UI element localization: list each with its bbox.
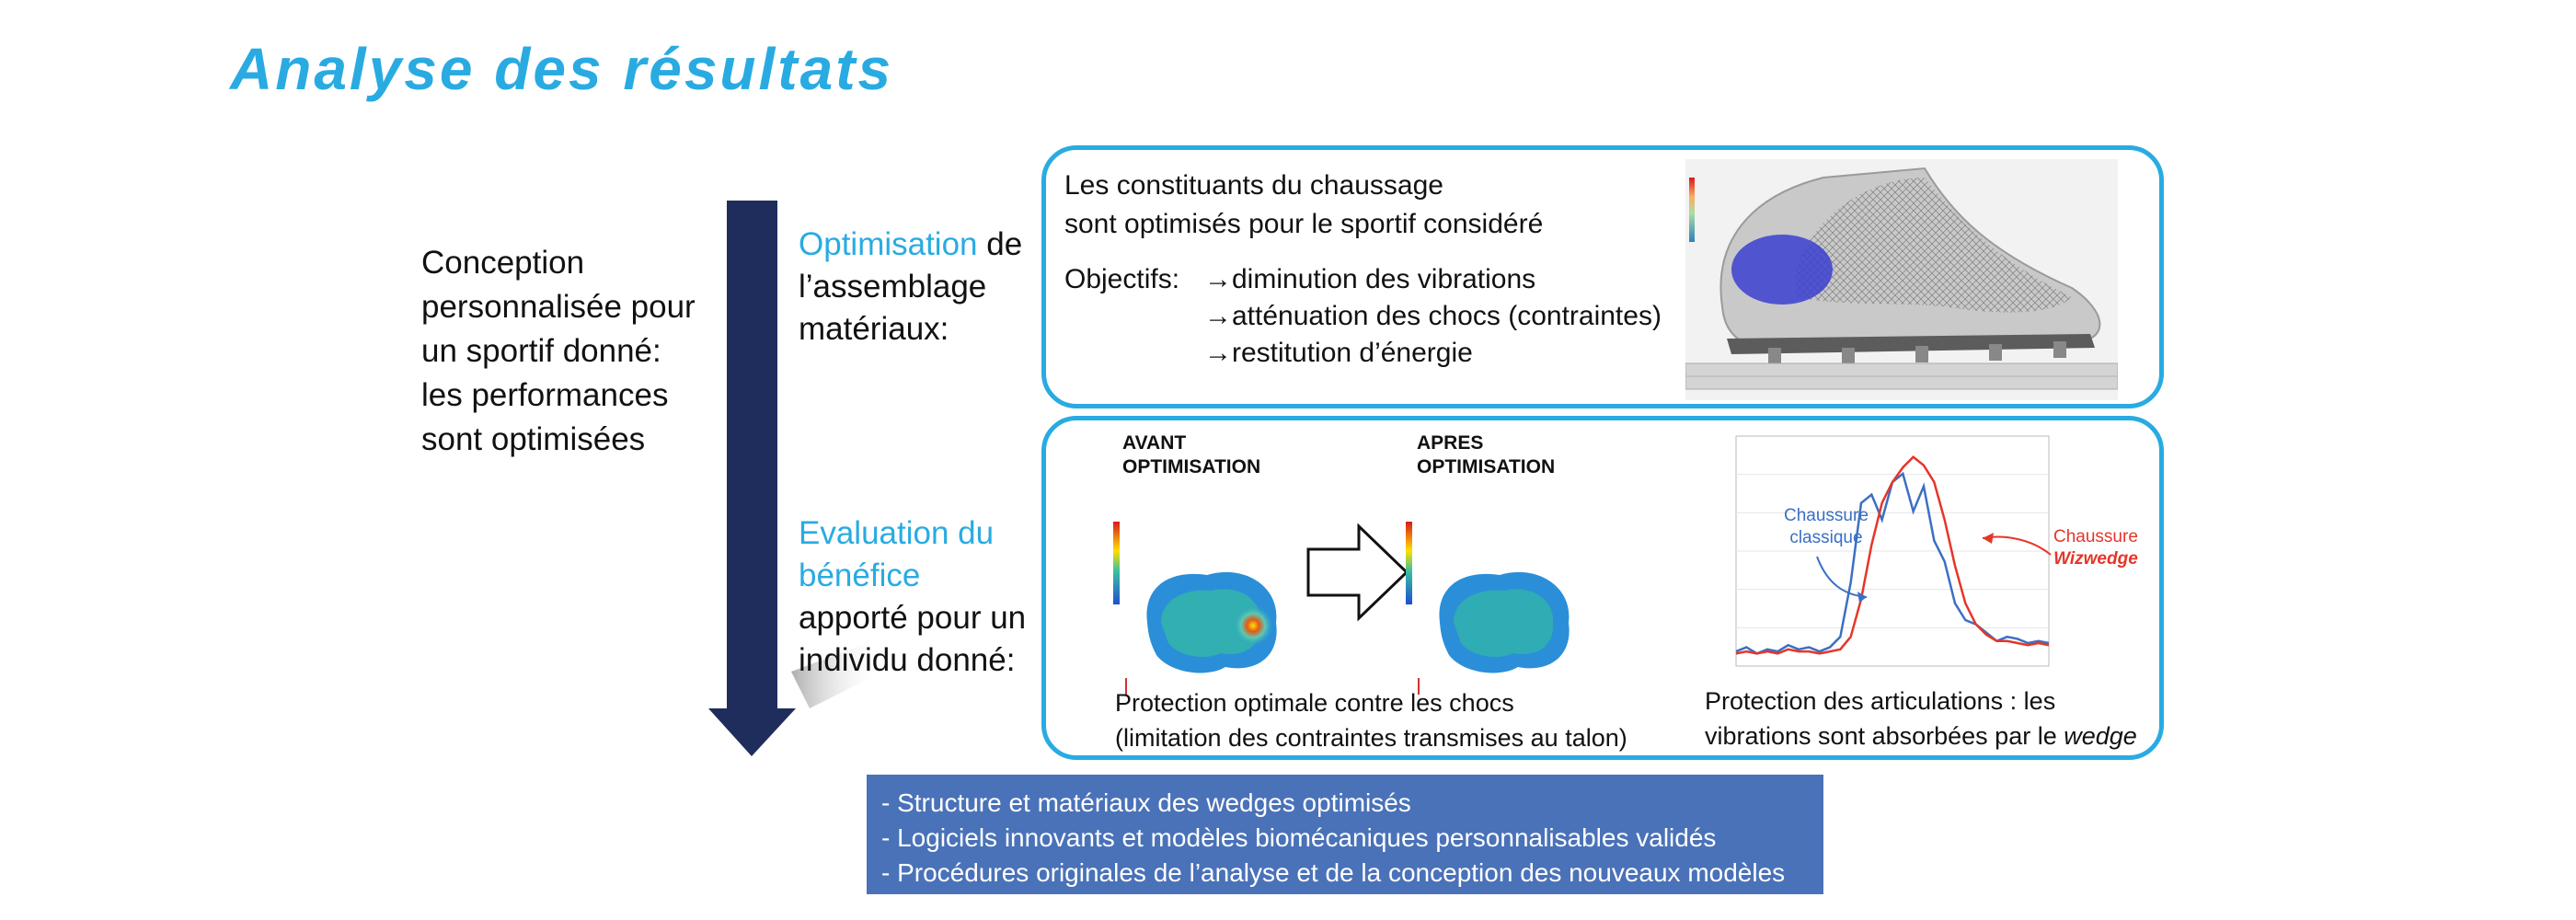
conception-line: Conception (421, 245, 585, 281)
optimisation-de: de (986, 226, 1023, 262)
summary-item: - Logiciels innovants et modèles biomécaniques personnalisables validés (881, 823, 1717, 852)
pointer-wizwedge-icon (1975, 529, 2053, 566)
heel-stress-before-icon (1106, 485, 1294, 706)
apres-heading: APRES OPTIMISATION (1417, 432, 1556, 477)
conception-text (421, 241, 696, 462)
page-title: Analyse des résultats (230, 36, 894, 102)
conception-line: les performances (421, 377, 669, 413)
arrow-right-icon: → (1204, 264, 1232, 294)
objective-item: →atténuation des chocs (contraintes) (1204, 301, 1662, 331)
evaluation-line: individu donné: (799, 642, 1016, 678)
evaluation-accent: bénéfice (799, 558, 921, 593)
conception-line: un sportif donné: (421, 333, 661, 369)
optimisation-line: matériaux: (799, 311, 949, 347)
summary-item: - Structure et matériaux des wedges optimisés (881, 788, 1411, 817)
label-classic: Chaussure classique (1784, 506, 1869, 547)
conception-line: sont optimisées (421, 421, 646, 457)
evaluation-panel (1041, 416, 2164, 760)
panel-top-line: sont optimisés pour le sportif considéré (1064, 209, 1544, 239)
optimisation-text (799, 224, 1022, 351)
arrow-head (708, 708, 796, 756)
evaluation-line: apporté pour un (799, 600, 1027, 636)
summary-box (867, 775, 1823, 894)
arrow-shaft (727, 201, 777, 716)
objective-item: →diminution des vibrations (1204, 264, 1536, 294)
evaluation-accent: Evaluation du (799, 515, 995, 551)
summary-item: - Procédures originales de l’analyse et de la conception des nouveaux modèles (881, 858, 1786, 887)
optimisation-line: l’assemblage (799, 269, 987, 305)
panel-top-line: Les constituants du chaussage (1064, 170, 1443, 201)
caption-right: Protection des articulations : les vibrations sont absorbées par le wedge (1705, 687, 2137, 750)
arrow-right-icon: → (1204, 301, 1232, 331)
avant-heading: AVANT OPTIMISATION (1122, 432, 1261, 477)
evaluation-text (799, 512, 1026, 682)
arrow-right-icon: → (1204, 338, 1232, 368)
heel-stress-after-icon (1398, 485, 1587, 706)
objectifs-label: Objectifs: (1064, 264, 1180, 294)
objective-item: →restitution d’énergie (1204, 338, 1473, 368)
hollow-arrow-right-icon (1304, 522, 1414, 623)
pointer-classic-icon (1810, 549, 1874, 614)
shoe-foot-3d-model-icon (1685, 159, 2118, 400)
optimisation-panel (1041, 145, 2164, 408)
label-wizwedge: Chaussure Wizwedge (2053, 527, 2138, 569)
optimisation-accent: Optimisation (799, 226, 978, 262)
conception-line: personnalisée pour (421, 289, 696, 325)
caption-left: Protection optimale contre les chocs (limitation des contraintes transmises au talon) (1115, 689, 1627, 752)
